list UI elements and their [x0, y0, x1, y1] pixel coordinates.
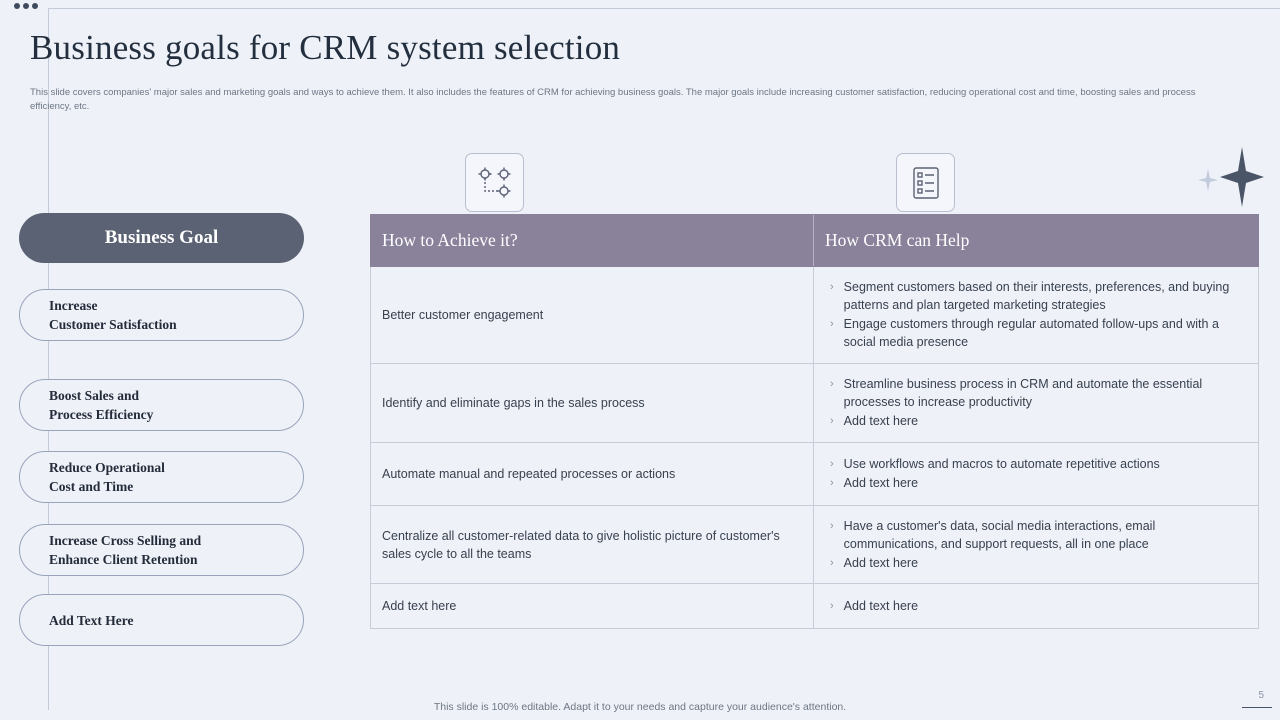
list-item-text: Add text here [843, 555, 919, 570]
slide-description: This slide covers companies' major sales and marketing goals and ways to achieve them. It also includes the features of CRM for achieving business goals. The major goals include increasing customer satisfaction, reducing operational cost and time, boosting sales and process efficiency, etc. [30, 87, 1196, 112]
list-item [830, 375, 1246, 411]
row-1-achieve: Better customer engagement [371, 267, 814, 363]
chevron-right-icon: › [830, 599, 834, 612]
goal-item-5[interactable] [19, 594, 304, 646]
table-row [370, 267, 1259, 364]
goal-item-4-line1: Increase Cross Selling and [49, 533, 202, 548]
list-item-text: Add text here [843, 414, 919, 428]
goal-item-2[interactable] [19, 379, 304, 431]
table-row [370, 364, 1259, 443]
chevron-right-icon: › [830, 519, 834, 532]
gears-process-icon [465, 153, 524, 212]
goal-item-1[interactable] [19, 289, 304, 341]
list-item-text: Use workflows and macros to automate repetitive actions [843, 457, 1160, 471]
row-5-achieve: Add text here [371, 584, 814, 628]
list-item-text: Add text here [843, 476, 919, 490]
crm-goals-table [370, 214, 1259, 629]
list-item [830, 474, 918, 492]
chevron-right-icon: › [830, 556, 834, 569]
list-item [830, 315, 1246, 351]
row-5-crm [814, 584, 1258, 628]
list-item [830, 597, 918, 615]
window-dot [32, 3, 38, 9]
table-row [370, 443, 1259, 506]
chevron-right-icon: › [830, 415, 834, 427]
row-4-crm [814, 506, 1258, 583]
list-item [830, 455, 1160, 473]
table-row [370, 584, 1259, 629]
table-row [370, 506, 1259, 584]
chevron-right-icon: › [830, 458, 834, 470]
list-item-text: Streamline business process in CRM and automate the essential processes to increase productivity [843, 377, 1203, 409]
chevron-right-icon: › [830, 281, 834, 293]
table-header-achieve: How to Achieve it? [371, 215, 814, 266]
list-item [830, 517, 1246, 553]
row-3-achieve: Automate manual and repeated processes or actions [371, 443, 814, 505]
page-number: 5 [1258, 690, 1264, 701]
chevron-right-icon: › [830, 477, 834, 489]
table-header-crm: How CRM can Help [825, 230, 970, 250]
window-dots [14, 3, 38, 9]
row-3-crm [814, 443, 1258, 505]
list-item-text: Engage customers through regular automated follow-ups and with a social media presence [843, 317, 1219, 349]
goal-item-4-line2: Enhance Client Retention [49, 552, 198, 567]
goal-item-3[interactable] [19, 451, 304, 503]
top-divider [48, 8, 1280, 9]
page-number-rule [1242, 707, 1272, 708]
goal-item-5-line1: Add Text Here [49, 612, 134, 628]
window-dot [23, 3, 29, 9]
table-header-row [370, 214, 1259, 267]
row-2-achieve: Identify and eliminate gaps in the sales process [371, 364, 814, 442]
sparkle-icon [1192, 145, 1267, 210]
page-title: Business goals for CRM system selection [30, 28, 621, 67]
row-2-crm [814, 364, 1258, 442]
window-dot [14, 3, 20, 9]
row-4-achieve: Centralize all customer-related data to give holistic picture of customer's sales cycle to all the teams [371, 506, 814, 583]
business-goal-header: Business Goal [19, 213, 304, 263]
list-item-text: Have a customer's data, social media interactions, email communications, and support requests, all in one place [843, 518, 1156, 551]
goal-item-3-line2: Cost and Time [49, 479, 134, 494]
goal-item-4[interactable] [19, 524, 304, 576]
list-item [830, 412, 918, 430]
list-item [830, 278, 1246, 314]
list-item-text: Segment customers based on their interests, preferences, and buying patterns and plan targeted marketing strategies [843, 280, 1230, 312]
row-1-crm [814, 267, 1258, 363]
checklist-icon [896, 153, 955, 212]
list-item [830, 554, 918, 572]
goal-item-2-line1: Boost Sales and [49, 388, 140, 403]
goal-item-3-line1: Reduce Operational [49, 460, 165, 475]
chevron-right-icon: › [830, 378, 834, 390]
goal-item-1-line2: Customer Satisfaction [49, 317, 177, 332]
list-item-text: Add text here [843, 598, 919, 613]
goal-item-1-line1: Increase [49, 298, 98, 313]
footer-note: This slide is 100% editable. Adapt it to your needs and capture your audience's attention. [433, 701, 847, 713]
chevron-right-icon: › [830, 318, 834, 330]
goal-item-2-line2: Process Efficiency [49, 407, 154, 422]
